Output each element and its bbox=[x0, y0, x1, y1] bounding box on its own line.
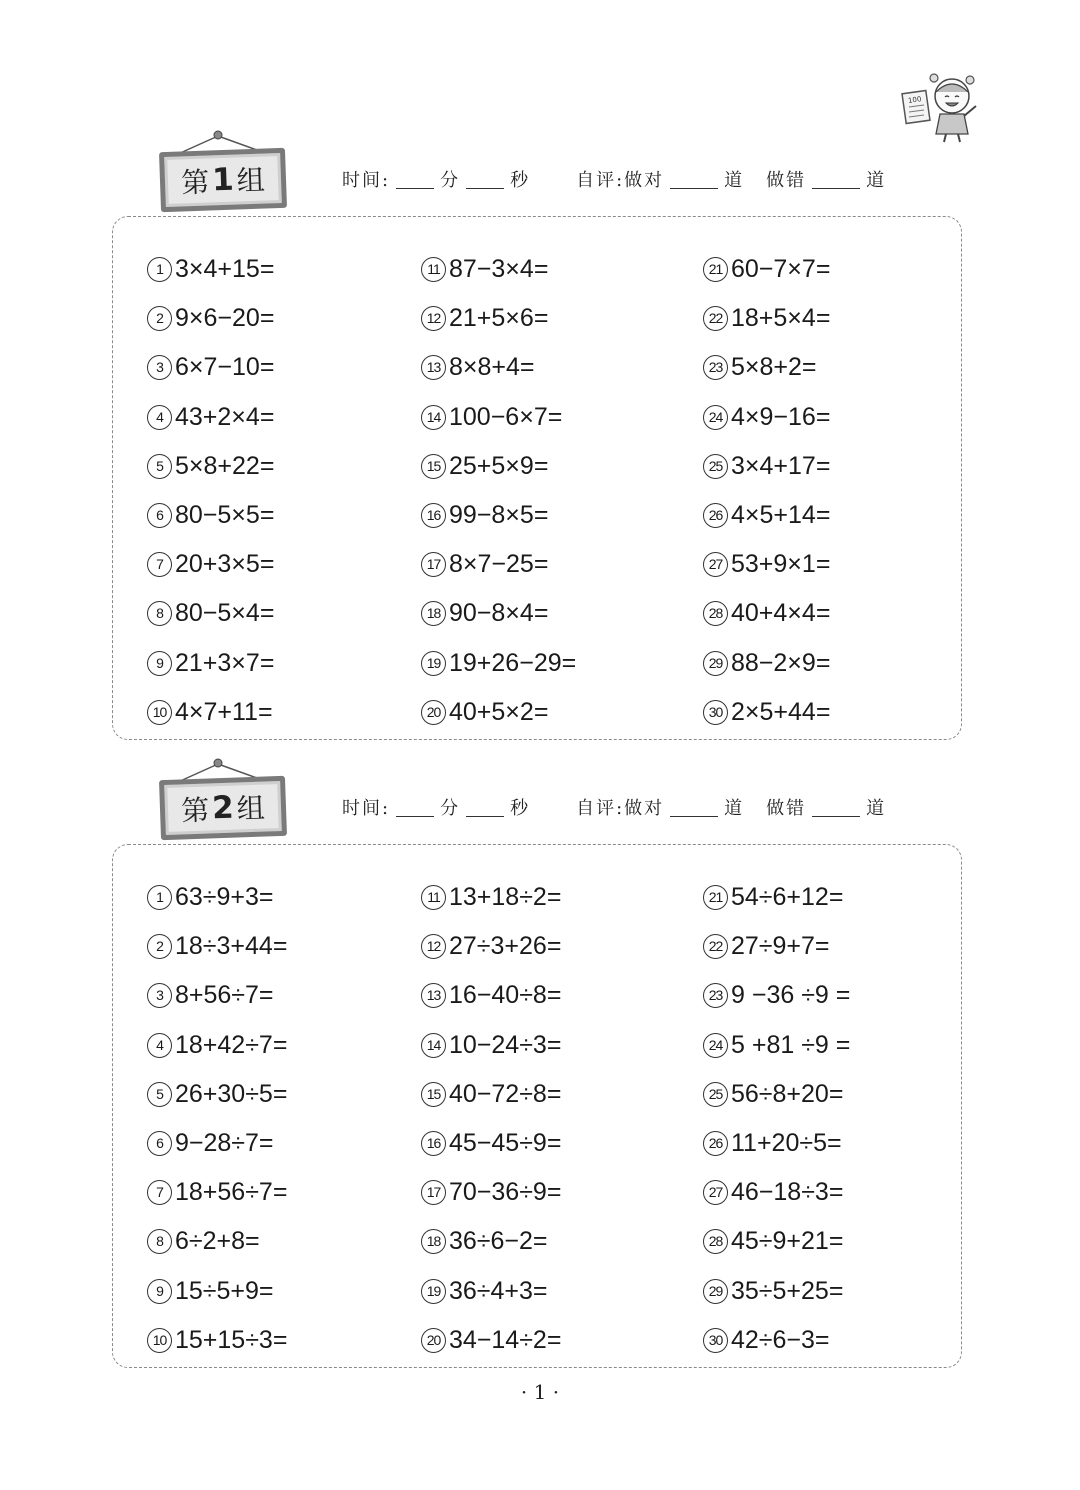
problem-expression: 34−14÷2= bbox=[449, 1325, 562, 1354]
problem-number: 10 bbox=[147, 1328, 172, 1353]
time-label: 时间: bbox=[342, 798, 391, 819]
problem-number: 18 bbox=[421, 1229, 446, 1254]
problem-number: 18 bbox=[421, 601, 446, 626]
problem-number: 3 bbox=[147, 983, 172, 1008]
problem-expression: 25+5×9= bbox=[449, 451, 549, 480]
problem-expression: 18+56÷7= bbox=[175, 1178, 288, 1207]
problem-item bbox=[421, 491, 701, 540]
problem-number: 28 bbox=[703, 1229, 728, 1254]
problem-number: 2 bbox=[147, 306, 172, 331]
group-title bbox=[159, 148, 287, 212]
minutes-blank[interactable] bbox=[396, 800, 434, 817]
problem-number: 14 bbox=[421, 405, 446, 430]
problem-number: 5 bbox=[147, 1082, 172, 1107]
problem-expression: 90−8×4= bbox=[449, 599, 549, 628]
problem-item bbox=[703, 589, 983, 638]
problem-expression: 42÷6−3= bbox=[731, 1325, 830, 1354]
page-number: · 1 · bbox=[520, 1380, 560, 1404]
problem-expression: 63÷9+3= bbox=[175, 883, 274, 912]
correct-label: 自评:做对 bbox=[576, 798, 665, 819]
problem-item bbox=[703, 922, 983, 971]
problem-expression: 70−36÷9= bbox=[449, 1178, 562, 1207]
problem-number: 11 bbox=[421, 257, 446, 282]
problem-item bbox=[703, 393, 983, 442]
problem-item bbox=[147, 589, 427, 638]
problem-number: 30 bbox=[703, 700, 728, 725]
problem-number: 22 bbox=[703, 934, 728, 959]
problem-column-3 bbox=[703, 245, 983, 737]
problem-item bbox=[703, 971, 983, 1020]
problem-number: 19 bbox=[421, 1279, 446, 1304]
problem-number: 12 bbox=[421, 934, 446, 959]
problem-item bbox=[147, 245, 427, 294]
mascot-illustration bbox=[900, 72, 980, 144]
problem-expression: 4×5+14= bbox=[731, 501, 831, 530]
seconds-blank[interactable] bbox=[466, 172, 504, 189]
problem-number: 6 bbox=[147, 1131, 172, 1156]
group-title-number: 2 bbox=[211, 789, 235, 827]
problem-item bbox=[147, 1217, 427, 1266]
problem-expression: 15+15÷3= bbox=[175, 1325, 288, 1354]
problem-item bbox=[421, 1021, 701, 1070]
problem-number: 13 bbox=[421, 983, 446, 1008]
problem-expression: 26+30÷5= bbox=[175, 1079, 288, 1108]
problem-item bbox=[703, 1021, 983, 1070]
correct-label: 自评:做对 bbox=[576, 170, 665, 191]
problem-number: 15 bbox=[421, 454, 446, 479]
problem-item bbox=[147, 343, 427, 392]
problem-item bbox=[703, 1168, 983, 1217]
problem-item bbox=[421, 971, 701, 1020]
problem-number: 2 bbox=[147, 934, 172, 959]
group-title-prefix: 第 bbox=[180, 165, 210, 200]
problem-item bbox=[703, 1316, 983, 1365]
problem-item bbox=[147, 922, 427, 971]
problem-expression: 6÷2+8= bbox=[175, 1227, 260, 1256]
problem-item bbox=[703, 1070, 983, 1119]
problem-item bbox=[147, 1021, 427, 1070]
problem-item bbox=[421, 343, 701, 392]
correct-count-blank[interactable] bbox=[670, 800, 718, 817]
problem-number: 17 bbox=[421, 552, 446, 577]
wrong-count-blank[interactable] bbox=[812, 172, 860, 189]
problem-expression: 27÷9+7= bbox=[731, 932, 830, 961]
problem-expression: 87−3×4= bbox=[449, 255, 549, 284]
problem-expression: 45−45÷9= bbox=[449, 1129, 562, 1158]
problem-item bbox=[147, 540, 427, 589]
problem-expression: 8×8+4= bbox=[449, 353, 535, 382]
problem-item bbox=[703, 245, 983, 294]
problem-item bbox=[421, 442, 701, 491]
problem-number: 10 bbox=[147, 700, 172, 725]
problem-expression: 2×5+44= bbox=[731, 697, 831, 726]
wrong-label: 做错 bbox=[766, 170, 807, 191]
problem-item bbox=[421, 589, 701, 638]
problem-expression: 6×7−10= bbox=[175, 353, 275, 382]
problem-expression: 36÷6−2= bbox=[449, 1227, 548, 1256]
problem-expression: 10−24÷3= bbox=[449, 1030, 562, 1059]
problem-item bbox=[703, 491, 983, 540]
problem-number: 9 bbox=[147, 1279, 172, 1304]
problem-number: 23 bbox=[703, 983, 728, 1008]
problem-number: 29 bbox=[703, 1279, 728, 1304]
problem-number: 22 bbox=[703, 306, 728, 331]
problem-expression: 27÷3+26= bbox=[449, 932, 562, 961]
problem-expression: 8×7−25= bbox=[449, 550, 549, 579]
problem-expression: 35÷5+25= bbox=[731, 1276, 844, 1305]
problem-expression: 20+3×5= bbox=[175, 550, 275, 579]
problem-number: 6 bbox=[147, 503, 172, 528]
problem-number: 24 bbox=[703, 1033, 728, 1058]
problem-item bbox=[421, 1267, 701, 1316]
problem-number: 4 bbox=[147, 1033, 172, 1058]
problem-item bbox=[147, 1316, 427, 1365]
problem-expression: 40+4×4= bbox=[731, 599, 831, 628]
problem-expression: 53+9×1= bbox=[731, 550, 831, 579]
seconds-label: 秒 bbox=[510, 170, 531, 191]
problem-item bbox=[147, 393, 427, 442]
problem-expression: 3×4+17= bbox=[731, 451, 831, 480]
group-title-plaque bbox=[156, 130, 296, 210]
problem-number: 19 bbox=[421, 651, 446, 676]
problem-number: 8 bbox=[147, 1229, 172, 1254]
problem-expression: 21+3×7= bbox=[175, 648, 275, 677]
problem-number: 3 bbox=[147, 355, 172, 380]
problem-item bbox=[421, 1316, 701, 1365]
problem-number: 30 bbox=[703, 1328, 728, 1353]
problem-item bbox=[703, 688, 983, 737]
group-title-suffix: 组 bbox=[236, 163, 266, 198]
problem-number: 26 bbox=[703, 503, 728, 528]
problem-expression: 80−5×5= bbox=[175, 501, 275, 530]
problem-item bbox=[703, 1119, 983, 1168]
group-title-plaque bbox=[156, 758, 296, 838]
problem-column-3 bbox=[703, 873, 983, 1365]
problem-expression: 45÷9+21= bbox=[731, 1227, 844, 1256]
group-title-number: 1 bbox=[211, 161, 235, 199]
problem-expression: 43+2×4= bbox=[175, 402, 275, 431]
problem-expression: 8+56÷7= bbox=[175, 981, 274, 1010]
problem-number: 15 bbox=[421, 1082, 446, 1107]
problem-number: 20 bbox=[421, 700, 446, 725]
problem-expression: 18+5×4= bbox=[731, 304, 831, 333]
group-title-suffix: 组 bbox=[236, 791, 266, 826]
problem-expression: 13+18÷2= bbox=[449, 883, 562, 912]
problem-item bbox=[421, 393, 701, 442]
problem-item bbox=[421, 639, 701, 688]
problem-number: 27 bbox=[703, 1180, 728, 1205]
problems-box bbox=[112, 844, 962, 1368]
seconds-label: 秒 bbox=[510, 798, 531, 819]
problem-item bbox=[147, 1119, 427, 1168]
self-evaluation-line bbox=[342, 794, 962, 820]
problem-number: 25 bbox=[703, 1082, 728, 1107]
problem-number: 11 bbox=[421, 885, 446, 910]
problem-item bbox=[703, 294, 983, 343]
problem-number: 27 bbox=[703, 552, 728, 577]
problem-column-2 bbox=[421, 245, 701, 737]
problem-expression: 5×8+2= bbox=[731, 353, 817, 382]
problem-number: 8 bbox=[147, 601, 172, 626]
problem-expression: 54÷6+12= bbox=[731, 883, 844, 912]
problem-number: 9 bbox=[147, 651, 172, 676]
problem-number: 24 bbox=[703, 405, 728, 430]
problem-item bbox=[703, 442, 983, 491]
minutes-label: 分 bbox=[440, 798, 461, 819]
wrong-count-blank[interactable] bbox=[812, 800, 860, 817]
problem-number: 23 bbox=[703, 355, 728, 380]
wrong-unit: 道 bbox=[866, 170, 887, 191]
problem-item bbox=[703, 343, 983, 392]
problem-item bbox=[421, 1070, 701, 1119]
problem-expression: 40−72÷8= bbox=[449, 1079, 562, 1108]
problem-expression: 15÷5+9= bbox=[175, 1276, 274, 1305]
problem-expression: 4×7+11= bbox=[175, 697, 273, 726]
problem-item bbox=[147, 1267, 427, 1316]
problems-box bbox=[112, 216, 962, 740]
problem-number: 14 bbox=[421, 1033, 446, 1058]
problem-expression: 9×6−20= bbox=[175, 304, 275, 333]
problem-number: 20 bbox=[421, 1328, 446, 1353]
problem-number: 26 bbox=[703, 1131, 728, 1156]
problem-number: 16 bbox=[421, 1131, 446, 1156]
group-title-prefix: 第 bbox=[180, 793, 210, 828]
problem-number: 4 bbox=[147, 405, 172, 430]
problem-item bbox=[147, 442, 427, 491]
problem-expression: 3×4+15= bbox=[175, 255, 275, 284]
problem-number: 21 bbox=[703, 257, 728, 282]
wrong-unit: 道 bbox=[866, 798, 887, 819]
problem-number: 21 bbox=[703, 885, 728, 910]
problem-expression: 4×9−16= bbox=[731, 402, 831, 431]
problem-item bbox=[147, 639, 427, 688]
problem-expression: 11+20÷5= bbox=[731, 1129, 842, 1158]
self-evaluation-line bbox=[342, 166, 962, 192]
problem-number: 29 bbox=[703, 651, 728, 676]
problem-item bbox=[703, 639, 983, 688]
mascot-sign-text: 100 bbox=[907, 95, 922, 106]
problem-expression: 19+26−29= bbox=[449, 648, 577, 677]
problem-item bbox=[147, 971, 427, 1020]
problem-expression: 9 −36 ÷9 = bbox=[731, 981, 851, 1010]
minutes-blank[interactable] bbox=[396, 172, 434, 189]
problem-number: 5 bbox=[147, 454, 172, 479]
problem-item bbox=[703, 1267, 983, 1316]
problem-expression: 60−7×7= bbox=[731, 255, 831, 284]
problem-item bbox=[147, 491, 427, 540]
problem-number: 13 bbox=[421, 355, 446, 380]
problem-item bbox=[147, 688, 427, 737]
problem-item bbox=[421, 873, 701, 922]
problem-item bbox=[147, 1168, 427, 1217]
problem-expression: 46−18÷3= bbox=[731, 1178, 844, 1207]
problem-expression: 56÷8+20= bbox=[731, 1079, 844, 1108]
problem-column-1 bbox=[147, 873, 427, 1365]
wrong-label: 做错 bbox=[766, 798, 807, 819]
problem-expression: 5 +81 ÷9 = bbox=[731, 1030, 851, 1059]
problem-expression: 18+42÷7= bbox=[175, 1030, 288, 1059]
problem-number: 7 bbox=[147, 1180, 172, 1205]
problem-expression: 9−28÷7= bbox=[175, 1129, 274, 1158]
problem-expression: 40+5×2= bbox=[449, 697, 549, 726]
problem-expression: 36÷4+3= bbox=[449, 1276, 548, 1305]
problem-item bbox=[421, 1168, 701, 1217]
problem-expression: 16−40÷8= bbox=[449, 981, 562, 1010]
problem-number: 16 bbox=[421, 503, 446, 528]
problem-item bbox=[421, 1119, 701, 1168]
problem-item bbox=[421, 688, 701, 737]
problem-item bbox=[703, 1217, 983, 1266]
minutes-label: 分 bbox=[440, 170, 461, 191]
problem-number: 7 bbox=[147, 552, 172, 577]
problem-expression: 5×8+22= bbox=[175, 451, 275, 480]
problem-item bbox=[703, 873, 983, 922]
problem-item bbox=[421, 922, 701, 971]
correct-count-blank[interactable] bbox=[670, 172, 718, 189]
seconds-blank[interactable] bbox=[466, 800, 504, 817]
problem-expression: 80−5×4= bbox=[175, 599, 275, 628]
problem-item bbox=[147, 1070, 427, 1119]
correct-unit: 道 bbox=[724, 170, 745, 191]
problem-expression: 100−6×7= bbox=[449, 402, 563, 431]
problem-expression: 21+5×6= bbox=[449, 304, 549, 333]
problem-expression: 18÷3+44= bbox=[175, 932, 288, 961]
group-title bbox=[159, 776, 287, 840]
problem-column-2 bbox=[421, 873, 701, 1365]
problem-item bbox=[147, 873, 427, 922]
problem-item bbox=[421, 294, 701, 343]
problem-number: 17 bbox=[421, 1180, 446, 1205]
problem-number: 25 bbox=[703, 454, 728, 479]
problem-item bbox=[421, 540, 701, 589]
problem-item bbox=[421, 1217, 701, 1266]
problem-item bbox=[703, 540, 983, 589]
problem-expression: 99−8×5= bbox=[449, 501, 549, 530]
problem-item bbox=[147, 294, 427, 343]
correct-unit: 道 bbox=[724, 798, 745, 819]
problem-item bbox=[421, 245, 701, 294]
time-label: 时间: bbox=[342, 170, 391, 191]
problem-column-1 bbox=[147, 245, 427, 737]
problem-number: 1 bbox=[147, 257, 172, 282]
problem-number: 28 bbox=[703, 601, 728, 626]
problem-expression: 88−2×9= bbox=[731, 648, 831, 677]
problem-number: 12 bbox=[421, 306, 446, 331]
problem-number: 1 bbox=[147, 885, 172, 910]
